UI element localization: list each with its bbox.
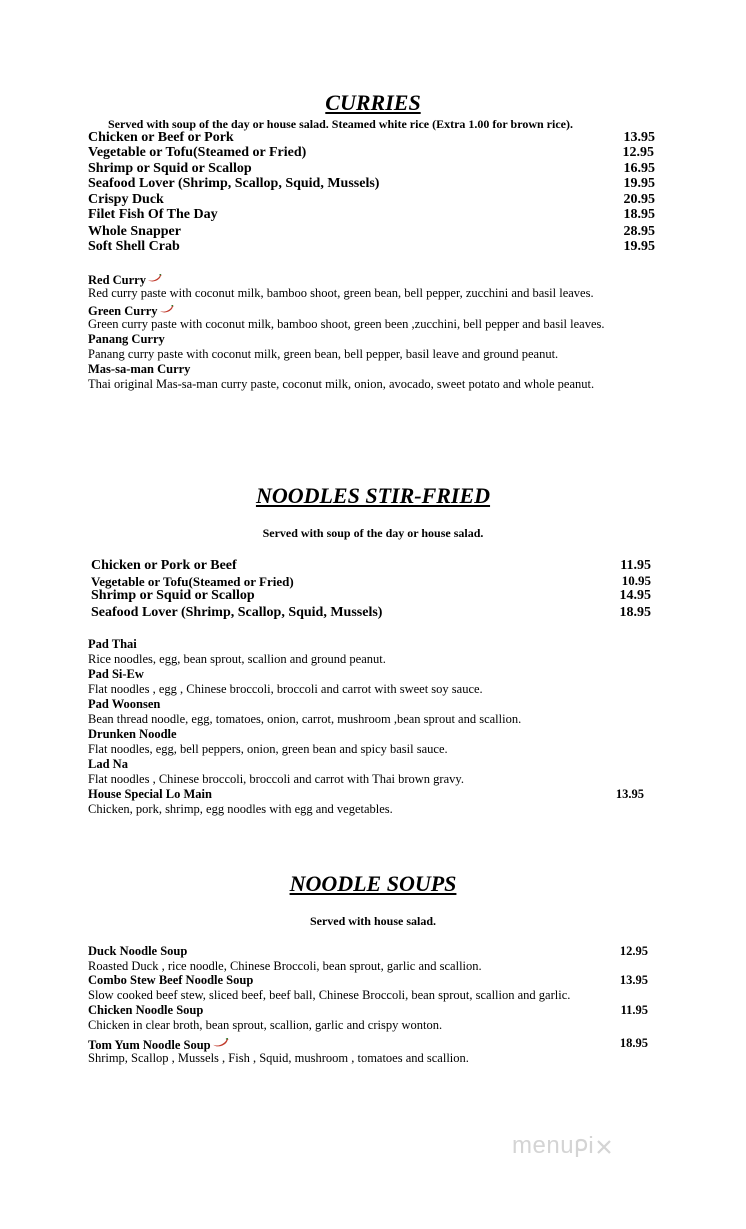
dish-description: Shrimp, Scallop , Mussels , Fish , Squid, mushroom , tomatoes and scallion. — [88, 1051, 469, 1065]
curries-price-name: Vegetable or Tofu(Steamed or Fried) — [88, 145, 307, 160]
chili-pepper-icon — [147, 271, 162, 286]
chili-pepper-icon — [159, 302, 174, 317]
noodles-price-name: Seafood Lover (Shrimp, Scallop, Squid, Mussels) — [91, 605, 383, 620]
dish-name-text: Green Curry — [88, 304, 158, 318]
dish-description: Chicken in clear broth, bean sprout, scallion, garlic and crispy wonton. — [88, 1018, 443, 1032]
curries-price-value: 20.95 — [623, 192, 655, 207]
soups-subtitle: Served with house salad. — [309, 914, 437, 928]
curries-price-value: 18.95 — [623, 207, 655, 222]
noodles-price-value: 11.95 — [620, 558, 651, 573]
dish-description: Slow cooked beef stew, sliced beef, beef ball, Chinese Broccoli, bean sprout, scallion and garlic. — [88, 988, 571, 1002]
curries-price-value: 13.95 — [623, 130, 655, 145]
dish-name: Duck Noodle Soup — [88, 944, 188, 958]
noodles-price-value: 10.95 — [621, 573, 651, 588]
noodles-price-value: 14.95 — [619, 588, 651, 603]
dish-name: Pad Woonsen — [88, 697, 161, 711]
curries-price-name: Filet Fish Of The Day — [88, 207, 218, 222]
noodles-title: NOODLES STIR-FRIED — [255, 483, 491, 508]
curries-price-value: 19.95 — [623, 239, 655, 254]
dish-name: Panang Curry — [88, 332, 165, 346]
dish-name-text: Tom Yum Noodle Soup — [88, 1038, 211, 1052]
dish-name: House Special Lo Main — [88, 787, 212, 801]
curries-price-value: 16.95 — [623, 161, 655, 176]
dish-description: Chicken, pork, shrimp, egg noodles with egg and vegetables. — [88, 802, 393, 816]
dish-name: Combo Stew Beef Noodle Soup — [88, 973, 254, 987]
dish-description: Thai original Mas-sa-man curry paste, coconut milk, onion, avocado, sweet potato and whole peanut. — [88, 377, 595, 391]
dish-price: 11.95 — [620, 1003, 648, 1017]
dish-description: Bean thread noodle, egg, tomatoes, onion, carrot, mushroom ,bean sprout and scallion. — [88, 712, 522, 726]
noodles-price-name: Vegetable or Tofu(Steamed or Fried) — [91, 574, 294, 589]
dish-name: Drunken Noodle — [88, 727, 177, 741]
dish-description: Flat noodles , Chinese broccoli, broccoli and carrot with Thai brown gravy. — [88, 772, 464, 786]
dish-name: Lad Na — [88, 757, 128, 771]
dish-description: Green curry paste with coconut milk, bamboo shoot, green been ,zucchini, bell pepper and basil leaves. — [88, 317, 605, 331]
dish-price: 12.95 — [619, 944, 648, 958]
curries-title: CURRIES — [325, 90, 421, 115]
noodles-price-name: Shrimp or Squid or Scallop — [91, 588, 255, 603]
noodles-price-value: 18.95 — [619, 605, 651, 620]
curries-price-name: Seafood Lover (Shrimp, Scallop, Squid, Mussels) — [88, 176, 380, 191]
dish-description: Flat noodles, egg, bell peppers, onion, green bean and spicy basil sauce. — [88, 742, 448, 756]
dish-name: Pad Si-Ew — [88, 667, 144, 681]
noodles-price-name: Chicken or Pork or Beef — [91, 558, 237, 573]
dish-price: 13.95 — [619, 973, 648, 987]
curries-price-value: 12.95 — [622, 145, 654, 160]
dish-price: 13.95 — [615, 787, 644, 801]
curries-price-name: Crispy Duck — [88, 192, 164, 207]
curries-price-name: Whole Snapper — [88, 224, 181, 239]
soups-title: NOODLE SOUPS — [289, 871, 457, 896]
curries-price-value: 28.95 — [623, 224, 655, 239]
dish-description: Roasted Duck , rice noodle, Chinese Broccoli, bean sprout, garlic and scallion. — [88, 959, 482, 973]
dish-description: Panang curry paste with coconut milk, green bean, bell pepper, basil leave and ground peanut. — [88, 347, 559, 361]
noodles-subtitle: Served with soup of the day or house salad. — [262, 526, 484, 540]
curries-price-value: 19.95 — [623, 176, 655, 191]
dish-description: Red curry paste with coconut milk, bamboo shoot, green bean, bell pepper, zucchini and basil leaves. — [88, 286, 594, 300]
curries-price-name: Soft Shell Crab — [88, 239, 180, 254]
watermark-text: menu — [512, 1132, 575, 1159]
dish-price: 18.95 — [619, 1036, 648, 1050]
dish-name: Pad Thai — [88, 637, 137, 651]
curries-subtitle: Served with soup of the day or house salad. Steamed white rice (Extra 1.00 for brown rice). — [108, 117, 573, 131]
curries-price-name: Chicken or Beef or Pork — [88, 130, 234, 145]
curries-price-name: Shrimp or Squid or Scallop — [88, 161, 252, 176]
menupix-watermark — [512, 1132, 626, 1160]
chili-pepper-icon — [212, 1036, 229, 1051]
dish-name: Mas-sa-man Curry — [88, 362, 191, 376]
dish-name-text: Red Curry — [88, 273, 146, 287]
dish-description: Flat noodles , egg , Chinese broccoli, broccoli and carrot with sweet soy sauce. — [88, 682, 483, 696]
watermark-logo-icon — [574, 1135, 626, 1157]
dish-description: Rice noodles, egg, bean sprout, scallion and ground peanut. — [88, 652, 386, 666]
dish-name: Chicken Noodle Soup — [88, 1003, 204, 1017]
